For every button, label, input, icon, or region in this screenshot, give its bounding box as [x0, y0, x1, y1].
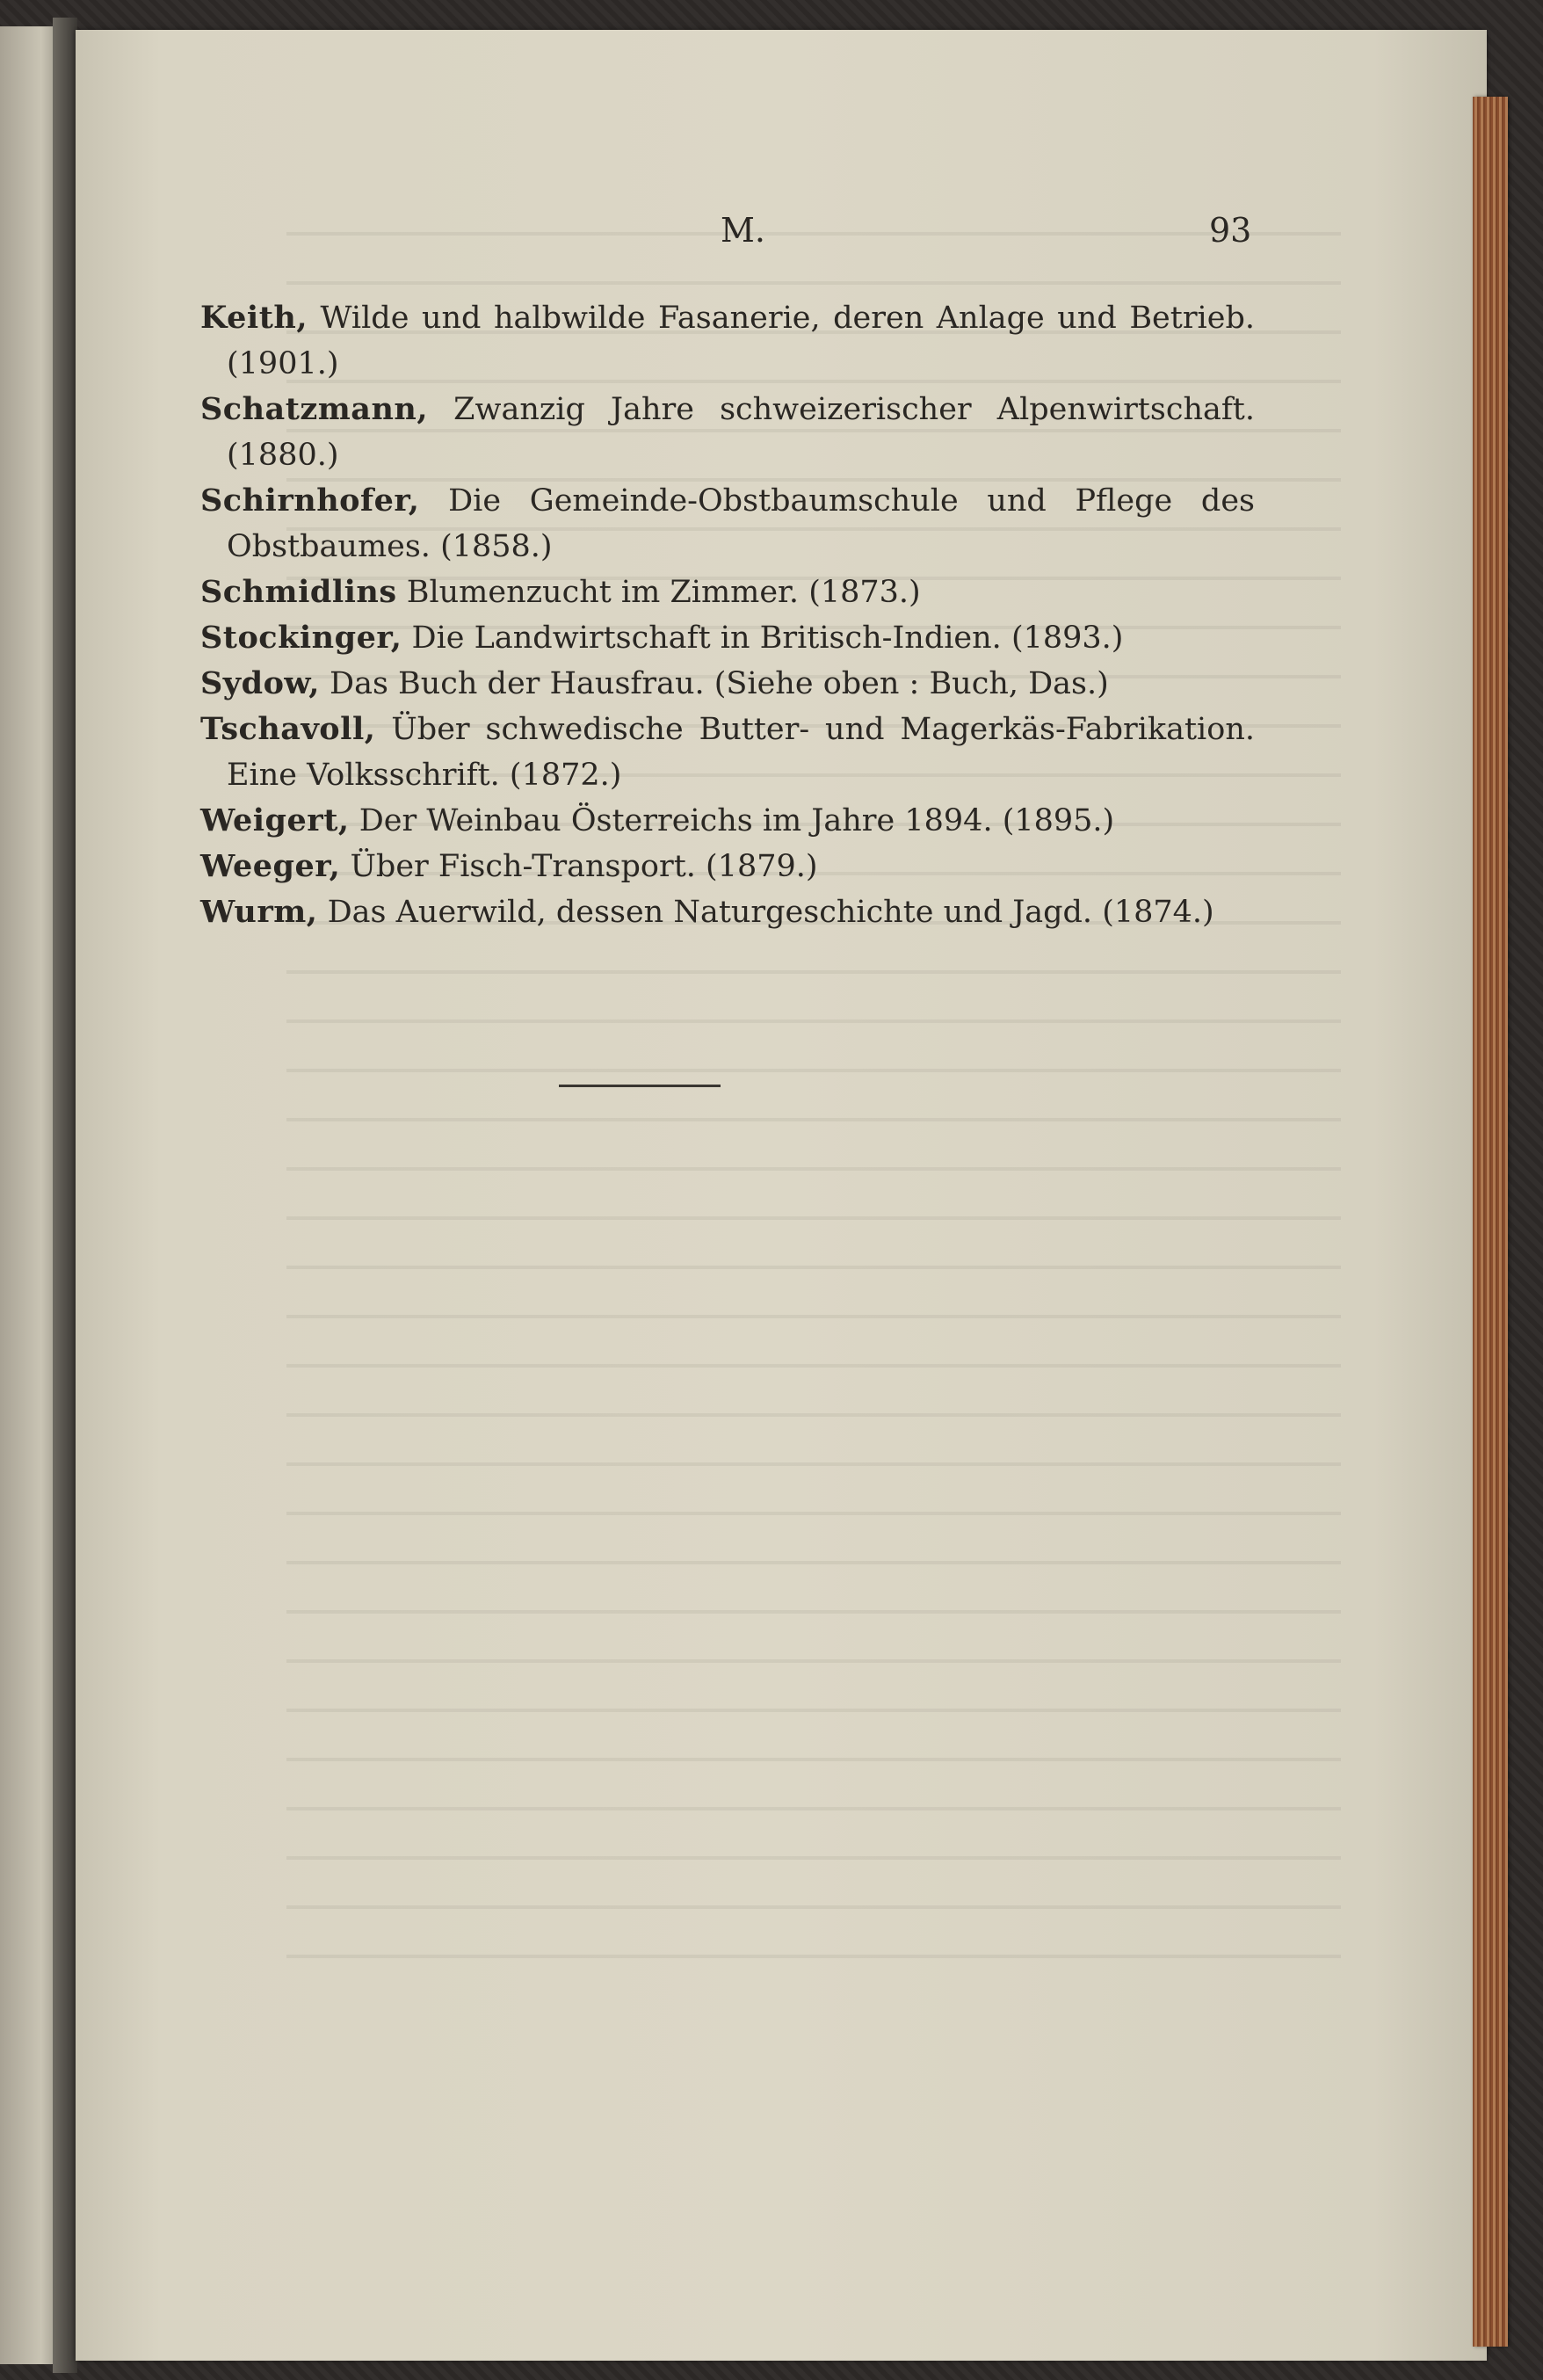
entry-year: (1873.) — [799, 575, 921, 610]
list-item — [200, 889, 1255, 935]
list-item — [200, 387, 1255, 478]
list-item — [200, 570, 1255, 615]
entry-title: Die Gemeinde-Obstbaumschule und Pflege des Obstbaumes. — [227, 483, 1255, 564]
entry-author: Weeger, — [200, 848, 341, 884]
entry-title: Das Auerwild, dessen Naturgeschichte und Jagd. — [317, 895, 1093, 930]
list-item — [200, 295, 1255, 387]
list-item — [200, 798, 1255, 844]
entry-year: (1880.) — [227, 438, 339, 473]
list-item — [200, 615, 1255, 661]
list-item — [200, 478, 1255, 570]
list-item — [200, 661, 1255, 707]
entry-author: Keith, — [200, 300, 308, 336]
entry-author: Wurm, — [200, 894, 318, 930]
list-item — [200, 707, 1255, 798]
entry-title: Wilde und halbwilde Fasanerie, deren Anlage und Betrieb. — [308, 301, 1255, 336]
entry-author: Sydow, — [200, 665, 320, 701]
entry-title: Über Fisch-Transport. — [340, 849, 696, 884]
page-number: 93 — [1209, 211, 1252, 250]
entry-title: Zwanzig Jahre schweizerischer Alpenwirtschaft. — [428, 392, 1255, 427]
entry-year: (1872.) — [499, 758, 622, 793]
entry-title: Das Buch der Hausfrau. (Siehe oben : Buch, Das.) — [319, 666, 1109, 701]
entry-title: Blumenzucht im Zimmer. — [396, 575, 800, 610]
entry-author: Tschavoll, — [200, 711, 376, 747]
entry-year: (1874.) — [1092, 895, 1214, 930]
entry-year: (1895.) — [992, 803, 1115, 838]
running-head-letter: M. — [721, 211, 765, 250]
entry-title: Die Landwirtschaft in Britisch-Indien. — [402, 620, 1002, 656]
entry-year: (1858.) — [430, 529, 553, 564]
entry-author: Schirnhofer, — [200, 483, 420, 519]
entry-title: Der Weinbau Österreichs im Jahre 1894. — [349, 803, 993, 838]
entry-year: (1901.) — [227, 346, 339, 381]
entry-author: Stockinger, — [200, 620, 402, 656]
entry-year: (1879.) — [695, 849, 818, 884]
section-divider-rule — [559, 1085, 721, 1087]
list-item — [200, 844, 1255, 889]
page-block-edge — [1473, 97, 1508, 2347]
book-gutter — [53, 18, 77, 2373]
entry-author: Schatzmann, — [200, 391, 429, 427]
entry-author: Schmidlins — [200, 574, 397, 610]
bibliography-list — [200, 295, 1255, 935]
entry-title: Über schwedische Butter- und Magerkäs-Fabrikation. Eine Volksschrift. — [227, 712, 1255, 793]
entry-author: Weigert, — [200, 802, 350, 838]
entry-year: (1893.) — [1001, 620, 1124, 656]
